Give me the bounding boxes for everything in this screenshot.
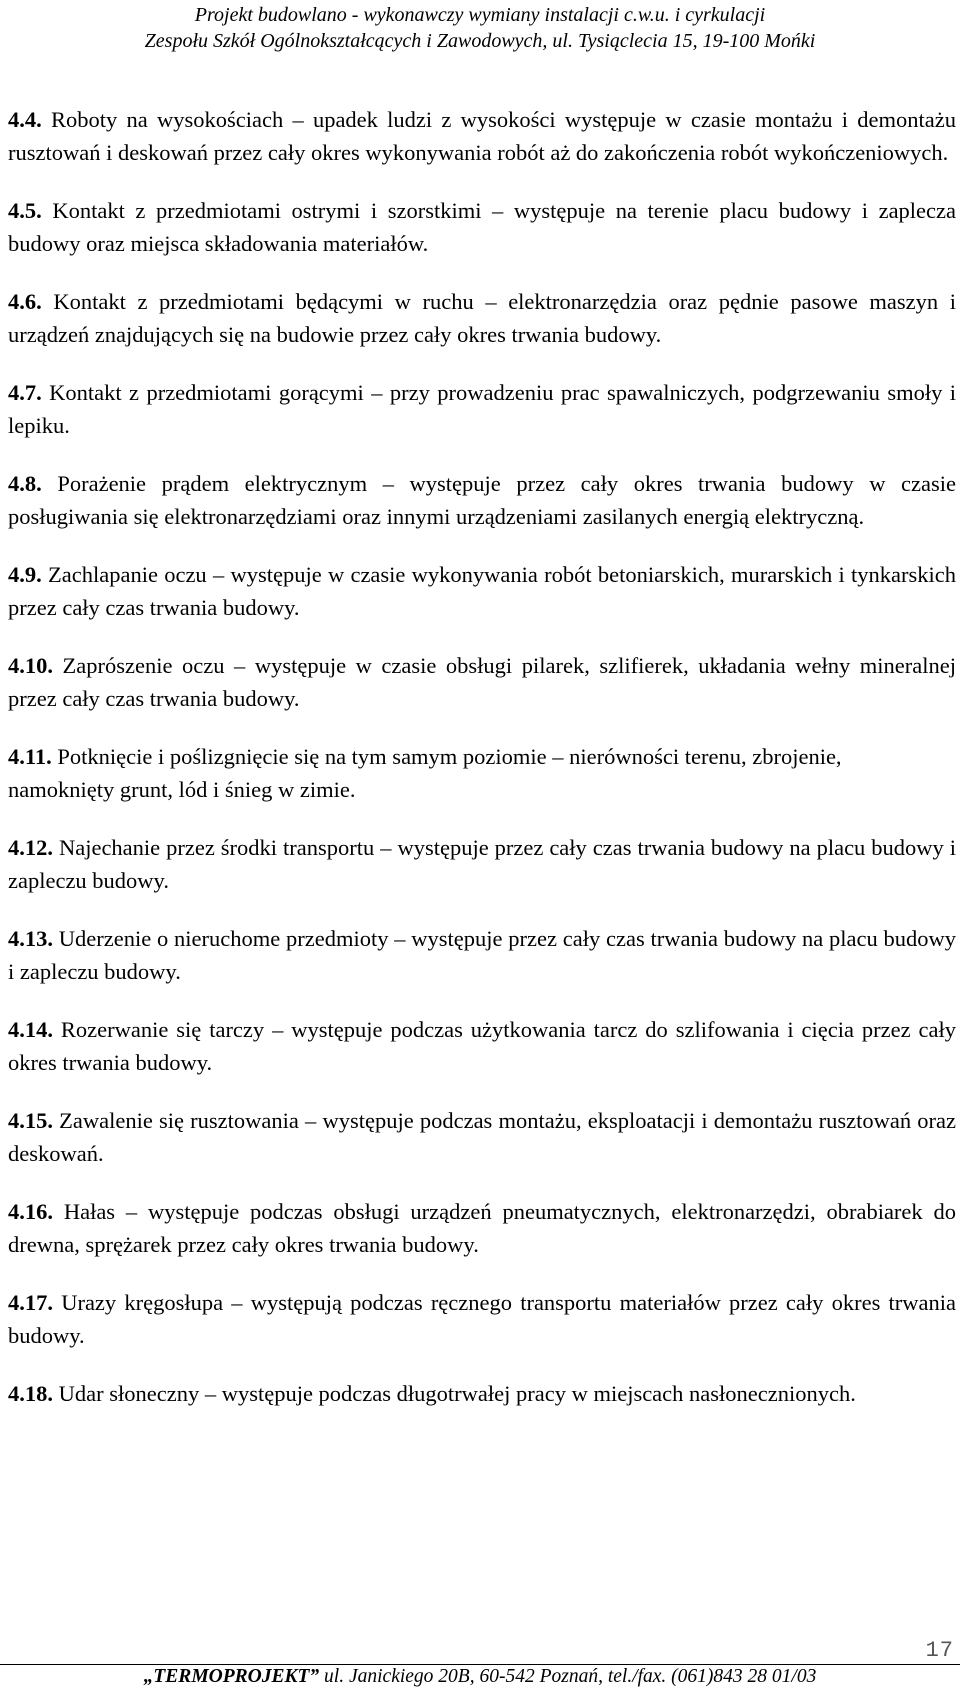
hazard-item — [8, 1378, 956, 1411]
header-project-title: Projekt budowlano - wykonawczy wymiany instalacji c.w.u. i cyrkulacji — [194, 4, 766, 26]
hazard-item — [8, 104, 956, 169]
item-text: Uderzenie o nieruchome przedmioty – występuje przez cały czas trwania budowy na placu budowy i zapleczu budowy. — [8, 926, 956, 984]
hazard-list — [8, 104, 956, 1437]
hazard-item — [8, 286, 956, 351]
hazard-item — [8, 468, 956, 533]
hazard-item — [8, 1014, 956, 1079]
item-number: 4.18. — [8, 1381, 53, 1406]
item-text: Porażenie prądem elektrycznym – występuje przez cały okres trwania budowy w czasie posługiwania się elektronarzędziami oraz innymi urządzeniami zasilanych energią elektryczną. — [8, 471, 956, 529]
item-number: 4.12. — [8, 835, 53, 860]
item-text: Najechanie przez środki transportu – występuje przez cały czas trwania budowy na placu budowy i zapleczu budowy. — [8, 835, 956, 893]
item-number: 4.6. — [8, 289, 42, 314]
page-number: 17 — [925, 1638, 954, 1663]
item-number: 4.13. — [8, 926, 53, 951]
item-number: 4.4. — [8, 107, 42, 132]
item-text: Kontakt z przedmiotami ostrymi i szorstkimi – występuje na terenie placu budowy i zaplecza budowy oraz miejsca składowania materiałów. — [8, 198, 956, 256]
item-text: Urazy kręgosłupa – występują podczas ręcznego transportu materiałów przez cały okres trwania budowy. — [8, 1290, 956, 1348]
item-number: 4.10. — [8, 653, 53, 678]
item-number: 4.8. — [8, 471, 42, 496]
item-text: Kontakt z przedmiotami gorącymi – przy prowadzeniu prac spawalniczych, podgrzewaniu smoły i lepiku. — [8, 380, 956, 438]
hazard-item — [8, 1196, 956, 1261]
item-number: 4.9. — [8, 562, 42, 587]
item-text-continuation: namoknięty grunt, lód i śnieg w zimie. — [8, 776, 356, 802]
hazard-item — [8, 195, 956, 260]
item-number: 4.16. — [8, 1199, 53, 1224]
hazard-item — [8, 1287, 956, 1352]
item-number: 4.15. — [8, 1108, 53, 1133]
item-number: 4.7. — [8, 380, 42, 405]
item-number: 4.11. — [8, 744, 52, 769]
item-text: Kontakt z przedmiotami będącymi w ruchu – elektronarzędzia oraz pędnie pasowe maszyn i urządzeń znajdujących się na budowie przez cały okres trwania budowy. — [8, 289, 956, 347]
hazard-item — [8, 741, 956, 806]
hazard-item — [8, 1105, 956, 1170]
item-text: Udar słoneczny – występuje podczas długotrwałej pracy w miejscach nasłonecznionych. — [53, 1381, 856, 1406]
item-number: 4.14. — [8, 1017, 53, 1042]
item-text: Zachlapanie oczu – występuje w czasie wykonywania robót betoniarskich, murarskich i tynkarskich przez cały czas trwania budowy. — [8, 562, 956, 620]
header-school-address: Zespołu Szkół Ogólnokształcących i Zawodowych, ul. Tysiąclecia 15, 19-100 Mońki — [144, 30, 816, 52]
item-text: Potknięcie i poślizgnięcie się na tym samym poziomie – nierówności terenu, zbrojenie, — [51, 744, 842, 769]
item-text: Hałas – występuje podczas obsługi urządzeń pneumatycznych, elektronarzędzi, obrabiarek do drewna, sprężarek przez cały okres trwania budowy. — [8, 1199, 956, 1257]
item-number: 4.17. — [8, 1290, 53, 1315]
hazard-item — [8, 650, 956, 715]
page-footer — [0, 1664, 960, 1690]
page-header — [0, 0, 960, 54]
hazard-item — [8, 923, 956, 988]
footer-company-name: „TERMOPROJEKT” — [143, 1666, 320, 1687]
hazard-item — [8, 832, 956, 897]
footer-address: ul. Janickiego 20B, 60-542 Poznań, tel./fax. (061)843 28 01/03 — [319, 1666, 817, 1687]
item-number: 4.5. — [8, 198, 42, 223]
hazard-item — [8, 377, 956, 442]
item-text: Rozerwanie się tarczy – występuje podczas użytkowania tarcz do szlifowania i cięcia przez cały okres trwania budowy. — [8, 1017, 956, 1075]
item-text: Zaprószenie oczu – występuje w czasie obsługi pilarek, szlifierek, układania wełny mineralnej przez cały czas trwania budowy. — [8, 653, 956, 711]
hazard-item — [8, 559, 956, 624]
item-text: Roboty na wysokościach – upadek ludzi z wysokości występuje w czasie montażu i demontażu rusztowań i deskowań przez cały okres wykonywania robót aż do zakończenia robót wykończeniowych. — [8, 107, 956, 165]
item-text: Zawalenie się rusztowania – występuje podczas montażu, eksploatacji i demontażu rusztowań oraz deskowań. — [8, 1108, 956, 1166]
